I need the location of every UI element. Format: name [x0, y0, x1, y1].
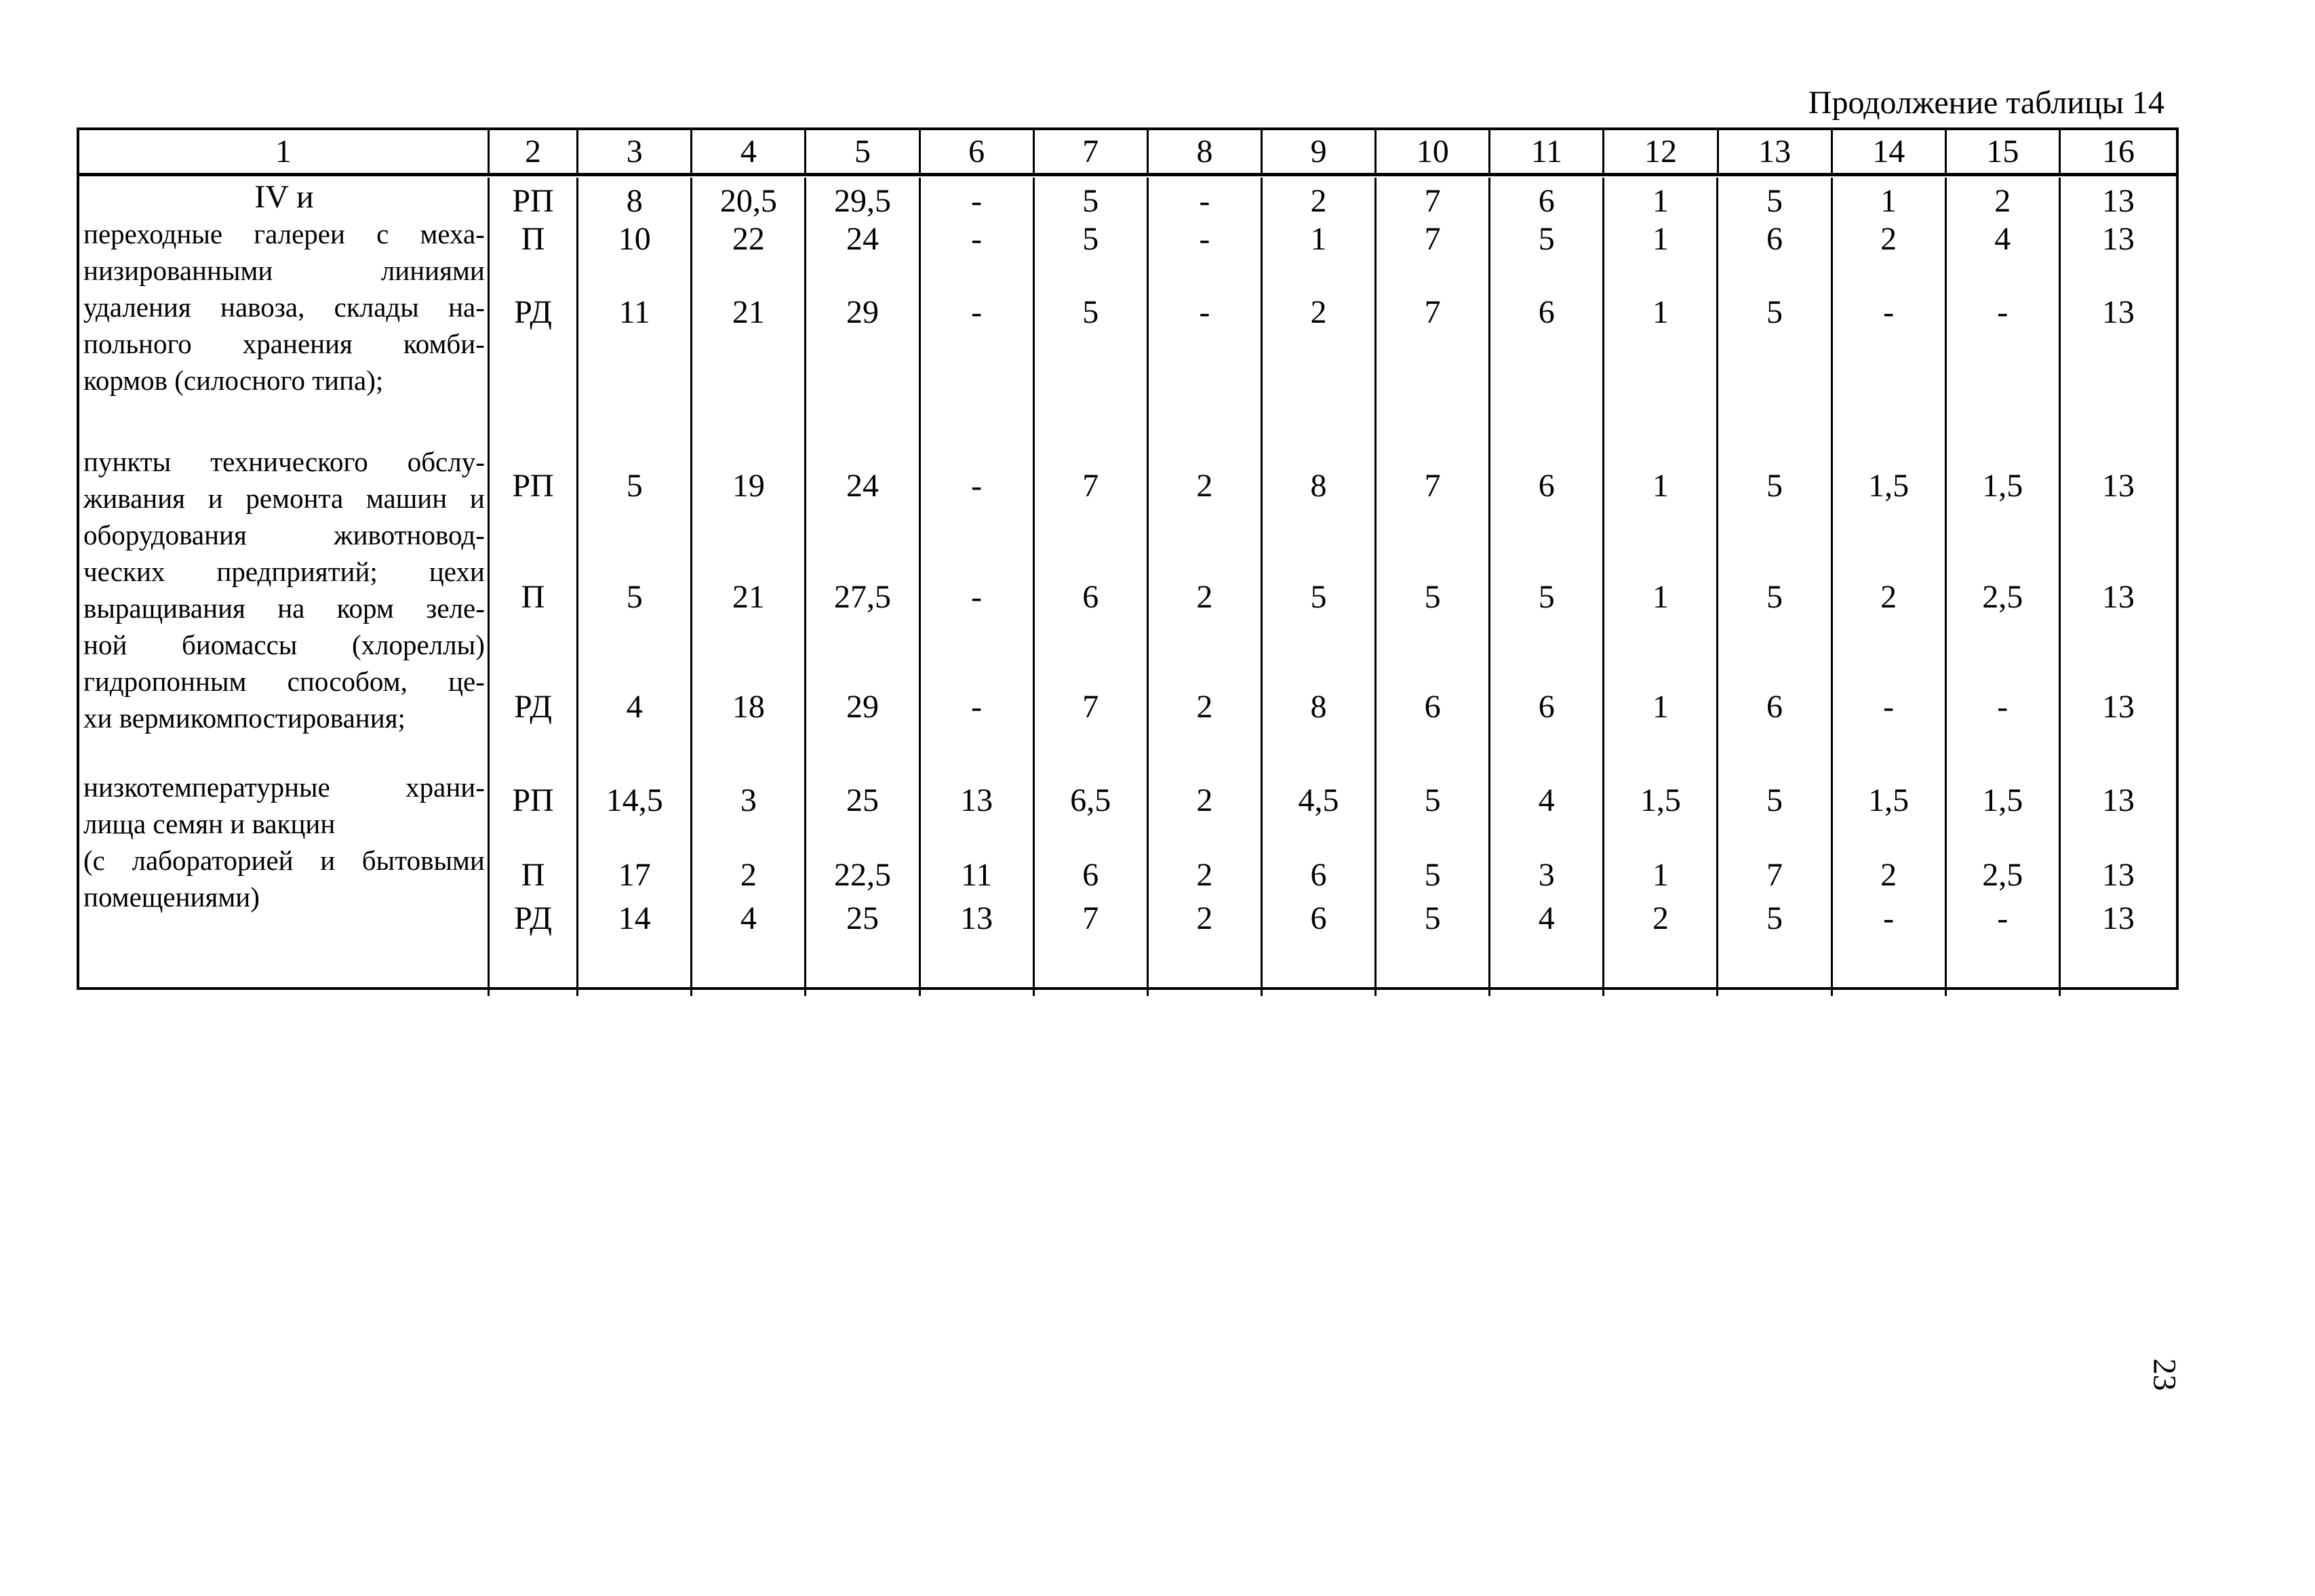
value-cell — [1377, 442, 1490, 767]
cell-value: 29,5 — [834, 183, 892, 219]
header-cell: 11 — [1490, 130, 1604, 173]
row-type: РД — [514, 689, 552, 725]
cell-value: 5 — [626, 468, 643, 504]
cell-value: 24 — [846, 221, 879, 257]
cell-value: 6 — [1310, 857, 1327, 893]
cell-value: 6,5 — [1070, 782, 1111, 818]
cell-value: 14 — [618, 900, 651, 936]
cell-value: 1 — [1652, 689, 1669, 725]
description-line: пункты технического обслу- — [83, 446, 485, 477]
cell-value: 27,5 — [834, 579, 892, 615]
description-line: польного хранения комби- — [83, 328, 485, 359]
cell-value: 7 — [1424, 183, 1441, 219]
cell-value: 5 — [1538, 221, 1555, 257]
value-cell — [1833, 767, 1947, 996]
header-cell: 3 — [578, 130, 692, 173]
cell-value: 13 — [2101, 294, 2135, 330]
cell-value: 2 — [1994, 183, 2011, 219]
description-line: хи вермикомпостирования; — [83, 702, 405, 734]
table-body — [79, 176, 2176, 996]
cell-value: - — [1199, 183, 1210, 219]
cell-value: 11 — [618, 294, 650, 330]
cell-value: 5 — [1766, 468, 1783, 504]
cell-value: 8 — [1310, 468, 1327, 504]
value-cell — [921, 442, 1035, 767]
cell-value: 3 — [740, 782, 757, 818]
table-header-row — [79, 130, 2176, 176]
value-cell — [1604, 767, 1718, 996]
header-cell: 6 — [921, 130, 1035, 173]
value-cell — [1490, 442, 1604, 767]
page-number: 23 — [2146, 1358, 2183, 1391]
cell-value: 8 — [1310, 689, 1327, 725]
cell-value: - — [1883, 294, 1895, 330]
value-cell — [1833, 442, 1947, 767]
cell-value: 2 — [1196, 468, 1213, 504]
value-cell — [1833, 178, 1947, 442]
value-cell — [2061, 767, 2176, 996]
cell-value: 11 — [961, 857, 993, 893]
description-line: (с лабораторией и бытовыми — [83, 845, 485, 876]
cell-value: 25 — [846, 900, 879, 936]
cell-value: 5 — [1082, 221, 1099, 257]
cell-value: 6 — [1538, 294, 1555, 330]
cell-value: 2 — [740, 857, 757, 893]
cell-value: 3 — [1538, 857, 1555, 893]
cell-value: 5 — [1424, 900, 1441, 936]
cell-value: - — [971, 468, 983, 504]
cell-value: 1 — [1652, 221, 1669, 257]
cell-value: 1 — [1652, 183, 1669, 219]
cell-value: 17 — [618, 857, 651, 893]
cell-value: 2 — [1196, 579, 1213, 615]
description-line: удаления навоза, склады на- — [83, 292, 485, 323]
cell-value: 7 — [1424, 294, 1441, 330]
cell-value: 13 — [2101, 857, 2135, 893]
value-cell — [1149, 442, 1263, 767]
cell-value: - — [971, 689, 983, 725]
cell-value: 5 — [1424, 579, 1441, 615]
cell-value: - — [1883, 900, 1895, 936]
cell-value: 22 — [732, 221, 765, 257]
cell-value: 6 — [1766, 689, 1783, 725]
value-cell — [1377, 767, 1490, 996]
row-type: РП — [512, 782, 554, 818]
description-line: низкотемпературные храни- — [83, 772, 485, 803]
cell-value: 4 — [1994, 221, 2011, 257]
row-type: П — [521, 857, 545, 893]
value-cell — [806, 178, 920, 442]
cell-value: 7 — [1082, 900, 1099, 936]
header-cell: 8 — [1149, 130, 1263, 173]
row-type: РД — [514, 900, 552, 936]
cell-value: 1,5 — [1640, 782, 1681, 818]
cell-value: 5 — [1766, 183, 1783, 219]
row-type: П — [521, 579, 545, 615]
cell-value: 29 — [846, 294, 879, 330]
cell-value: - — [1883, 689, 1895, 725]
cell-value: 1 — [1310, 221, 1327, 257]
table-row-group — [79, 178, 2176, 442]
cell-value: 7 — [1766, 857, 1783, 893]
cell-value: 18 — [732, 689, 765, 725]
description-line: низированными линиями — [83, 255, 485, 286]
cell-value: 8 — [626, 183, 643, 219]
cell-value: 2 — [1310, 294, 1327, 330]
cell-value: 5 — [1766, 782, 1783, 818]
cell-value: 6 — [1538, 183, 1555, 219]
cell-value: 14,5 — [606, 782, 663, 818]
description-cell — [79, 767, 490, 996]
cell-value: 10 — [618, 221, 651, 257]
cell-value: 2,5 — [1982, 579, 2023, 615]
row-type: РП — [512, 468, 554, 504]
cell-value: 5 — [1766, 294, 1783, 330]
cell-value: - — [971, 294, 983, 330]
description-cell — [79, 178, 490, 442]
value-cell — [1604, 178, 1718, 442]
value-cell — [1947, 442, 2061, 767]
cell-value: 1 — [1652, 857, 1669, 893]
cell-value: 2 — [1652, 900, 1669, 936]
value-cell — [578, 442, 692, 767]
type-cell — [490, 178, 578, 442]
cell-value: 6 — [1538, 689, 1555, 725]
header-cell: 2 — [490, 130, 578, 173]
cell-value: 4 — [626, 689, 643, 725]
value-cell — [1263, 178, 1377, 442]
cell-value: - — [971, 221, 983, 257]
value-cell — [806, 442, 920, 767]
cell-value: 5 — [1310, 579, 1327, 615]
header-cell: 7 — [1035, 130, 1149, 173]
row-type: РД — [514, 294, 552, 330]
description-line: помещениями) — [83, 881, 260, 913]
value-cell — [1149, 178, 1263, 442]
value-cell — [692, 767, 806, 996]
value-cell — [1604, 442, 1718, 767]
cell-value: 2 — [1196, 857, 1213, 893]
cell-value: 7 — [1082, 468, 1099, 504]
cell-value: 7 — [1082, 689, 1099, 725]
cell-value: 6 — [1082, 579, 1099, 615]
cell-value: 1 — [1652, 294, 1669, 330]
cell-value: 2 — [1880, 221, 1897, 257]
value-cell — [1718, 442, 1832, 767]
table-row-group — [79, 767, 2176, 996]
cell-value: 6 — [1538, 468, 1555, 504]
cell-value: 13 — [2101, 221, 2135, 257]
cell-value: 1 — [1652, 579, 1669, 615]
header-cell: 5 — [806, 130, 920, 173]
description-line: гидропонным способом, це- — [83, 666, 485, 697]
description-line: переходные галереи с меха- — [83, 218, 485, 250]
description-line: лища семян и вакцин — [83, 808, 336, 839]
cell-value: - — [971, 183, 983, 219]
cell-value: 13 — [2101, 468, 2135, 504]
header-cell: 16 — [2102, 134, 2135, 169]
data-table — [77, 127, 2179, 990]
description-line: оборудования животновод- — [83, 519, 485, 551]
header-cell: 10 — [1377, 130, 1490, 173]
cell-value: 13 — [2101, 579, 2135, 615]
value-cell — [1035, 178, 1149, 442]
cell-value: 13 — [2101, 900, 2135, 936]
value-cell — [1263, 442, 1377, 767]
cell-value: - — [971, 579, 983, 615]
cell-value: 7 — [1424, 468, 1441, 504]
cell-value: 25 — [846, 782, 879, 818]
cell-value: - — [1199, 221, 1210, 257]
value-cell — [806, 767, 920, 996]
value-cell — [692, 178, 806, 442]
cell-value: 2,5 — [1982, 857, 2023, 893]
cell-value: 6 — [1424, 689, 1441, 725]
cell-value: 29 — [846, 689, 879, 725]
header-cell: 12 — [1604, 130, 1718, 173]
value-cell — [1149, 767, 1263, 996]
cell-value: 13 — [960, 900, 993, 936]
description-line: живания и ремонта машин и — [83, 483, 485, 514]
cell-value: 13 — [2101, 183, 2135, 219]
cell-value: 24 — [846, 468, 879, 504]
cell-value: 5 — [1424, 782, 1441, 818]
cell-value: 6 — [1310, 900, 1327, 936]
cell-value: - — [1997, 900, 2009, 936]
description-line: выращивания на корм зеле- — [83, 593, 485, 624]
header-cell: 14 — [1833, 130, 1947, 173]
cell-value: 5 — [1082, 294, 1099, 330]
value-cell — [2061, 442, 2176, 767]
cell-value: 13 — [960, 782, 993, 818]
value-cell — [1947, 178, 2061, 442]
cell-value: 4 — [740, 900, 757, 936]
cell-value: 4 — [1538, 782, 1555, 818]
value-cell — [1718, 178, 1832, 442]
value-cell — [1718, 767, 1832, 996]
table-row-group — [79, 442, 2176, 767]
cell-value: 1,5 — [1868, 782, 1910, 818]
cell-value: - — [1199, 294, 1210, 330]
cell-value: 5 — [1538, 579, 1555, 615]
cell-value: 2 — [1196, 900, 1213, 936]
value-cell — [578, 178, 692, 442]
cell-value: 1,5 — [1868, 468, 1910, 504]
cell-value: 1,5 — [1982, 468, 2023, 504]
cell-value: 4,5 — [1298, 782, 1339, 818]
description-line: ческих предприятий; цехи — [83, 556, 485, 587]
cell-value: 5 — [626, 579, 643, 615]
cell-value: 1 — [1880, 183, 1897, 219]
cell-value: 22,5 — [834, 857, 892, 893]
value-cell — [2061, 178, 2176, 442]
cell-value: 13 — [2101, 782, 2135, 818]
cell-value: 5 — [1082, 183, 1099, 219]
header-cell: 13 — [1719, 130, 1833, 173]
description-line: IV и — [254, 179, 314, 215]
cell-value: - — [1997, 294, 2009, 330]
header-cell: 9 — [1263, 130, 1377, 173]
cell-value: 19 — [732, 468, 765, 504]
header-cell: 4 — [692, 130, 806, 173]
cell-value: 2 — [1880, 857, 1897, 893]
type-cell — [490, 767, 578, 996]
cell-value: 7 — [1424, 221, 1441, 257]
table-caption: Продолжение таблицы 14 — [1808, 85, 2164, 121]
cell-value: - — [1997, 689, 2009, 725]
value-cell — [1377, 178, 1490, 442]
cell-value: 1 — [1652, 468, 1669, 504]
value-cell — [921, 178, 1035, 442]
value-cell — [1035, 442, 1149, 767]
value-cell — [1490, 767, 1604, 996]
cell-value: 13 — [2101, 689, 2135, 725]
cell-value: 5 — [1766, 900, 1783, 936]
cell-value: 5 — [1424, 857, 1441, 893]
cell-value: 21 — [732, 579, 765, 615]
description-cell — [79, 442, 490, 767]
cell-value: 5 — [1766, 579, 1783, 615]
value-cell — [1263, 767, 1377, 996]
header-cell: 1 — [79, 130, 490, 173]
row-type: П — [521, 221, 545, 257]
value-cell — [1035, 767, 1149, 996]
header-cell: 15 — [1947, 130, 2061, 173]
row-type: РП — [512, 183, 554, 219]
cell-value: 6 — [1082, 857, 1099, 893]
value-cell — [921, 767, 1035, 996]
description-line: кормов (силосного типа); — [83, 365, 384, 396]
cell-value: 2 — [1196, 689, 1213, 725]
cell-value: 2 — [1310, 183, 1327, 219]
description-line: ной биомассы (хлореллы) — [83, 629, 485, 660]
value-cell — [692, 442, 806, 767]
value-cell — [1490, 178, 1604, 442]
cell-value: 2 — [1880, 579, 1897, 615]
cell-value: 21 — [732, 294, 765, 330]
value-cell — [1947, 767, 2061, 996]
cell-value: 2 — [1196, 782, 1213, 818]
cell-value: 1,5 — [1982, 782, 2023, 818]
type-cell — [490, 442, 578, 767]
value-cell — [578, 767, 692, 996]
cell-value: 20,5 — [719, 183, 777, 219]
cell-value: 4 — [1538, 900, 1555, 936]
cell-value: 6 — [1766, 221, 1783, 257]
